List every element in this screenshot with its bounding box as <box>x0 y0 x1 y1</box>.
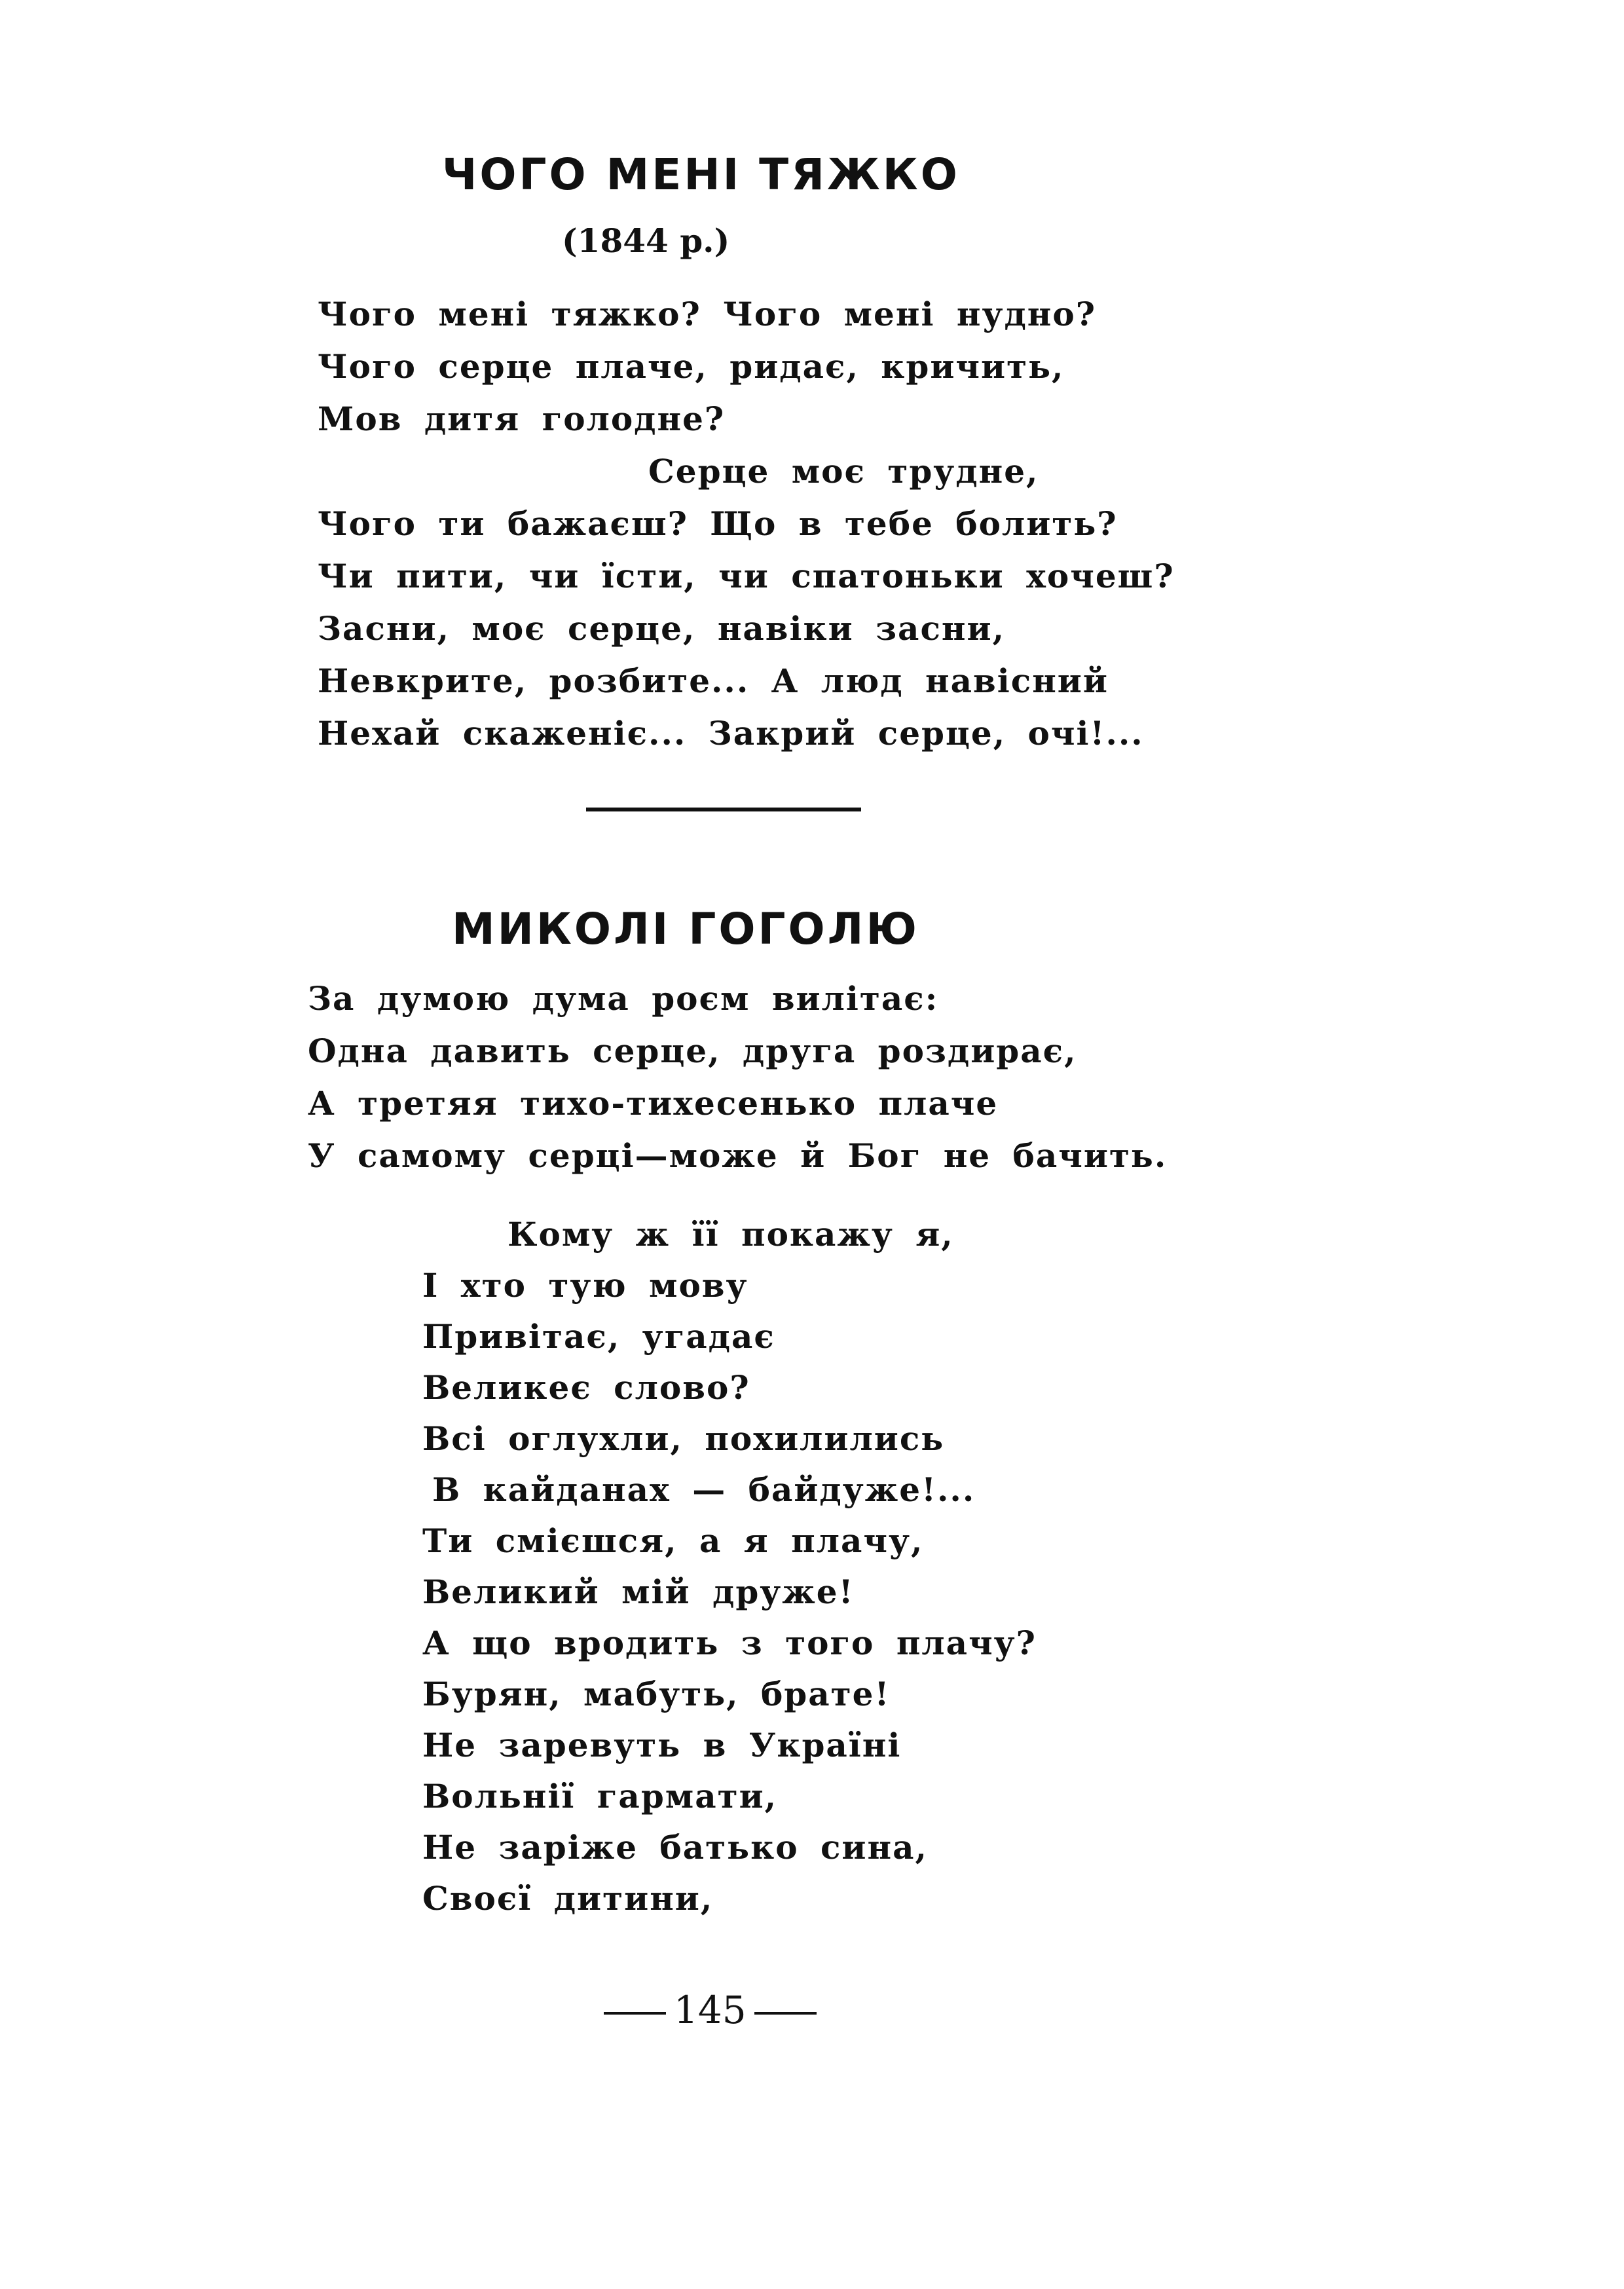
poem1-line: Чого серце плаче, ридає, кричить, <box>318 347 1065 386</box>
poem2-line: В кайданах — байдуже!... <box>432 1470 976 1509</box>
poem2-line: Бурян, мабуть, брате! <box>422 1675 891 1713</box>
poem2-line: А третяя тихо-тихесенько плаче <box>308 1084 999 1123</box>
poem2-line: За думою дума роєм вилітає: <box>308 979 939 1018</box>
poem1-line: Чи пити, чи їсти, чи спатоньки хочеш? <box>318 557 1175 595</box>
page-number-dash-left <box>604 2012 666 2015</box>
poem2-line: Одна давить серце, друга роздирає, <box>308 1032 1077 1070</box>
poem2-line: У самому серці—може й Бог не бачить. <box>308 1136 1168 1175</box>
poem1-line: Чого мені тяжко? Чого мені нудно? <box>318 295 1097 333</box>
poem2-line: Всі оглухли, похилились <box>422 1419 945 1458</box>
poem1-line: Засни, моє серце, навіки засни, <box>318 609 1005 648</box>
poem1-line: Мов дитя голодне? <box>318 400 726 438</box>
poem2-line: Кому ж її покажу я, <box>507 1215 954 1254</box>
poem2-line: Своєї дитини, <box>422 1879 714 1918</box>
poem1-line: Чого ти бажаєш? Що в тебе болить? <box>318 504 1118 543</box>
poem2-line: Не заріже батько сина, <box>422 1828 928 1867</box>
poem2-title: МИКОЛІ ГОГОЛЮ <box>452 904 919 954</box>
poem2-line: Великеє слово? <box>422 1368 750 1407</box>
poem2-line: Ти смієшся, а я плачу, <box>422 1521 924 1560</box>
poem1-date: (1844 р.) <box>562 221 730 260</box>
poem2-line: А що вродить з того плачу? <box>422 1624 1037 1662</box>
poem1-line: Невкрите, розбите... А люд навісний <box>318 661 1109 700</box>
poem2-line: Великий мій друже! <box>422 1573 855 1611</box>
poem2-line: І хто тую мову <box>422 1266 748 1305</box>
page-number <box>596 1988 824 2032</box>
poem2-line: Вольнії гармати, <box>422 1777 778 1815</box>
poem1-line: Серце моє трудне, <box>648 452 1039 491</box>
poem1-title: ЧОГО МЕНІ ТЯЖКО <box>442 149 960 200</box>
poem2-line: Привітає, угадає <box>422 1317 775 1356</box>
section-divider <box>586 808 861 811</box>
poem1-line: Нехай скаженіє... Закрий серце, очі!... <box>318 714 1144 753</box>
poem2-line: Не заревуть в Україні <box>422 1726 902 1764</box>
page-number-value: 145 <box>674 1988 747 2032</box>
page-number-dash-right <box>754 2012 817 2015</box>
